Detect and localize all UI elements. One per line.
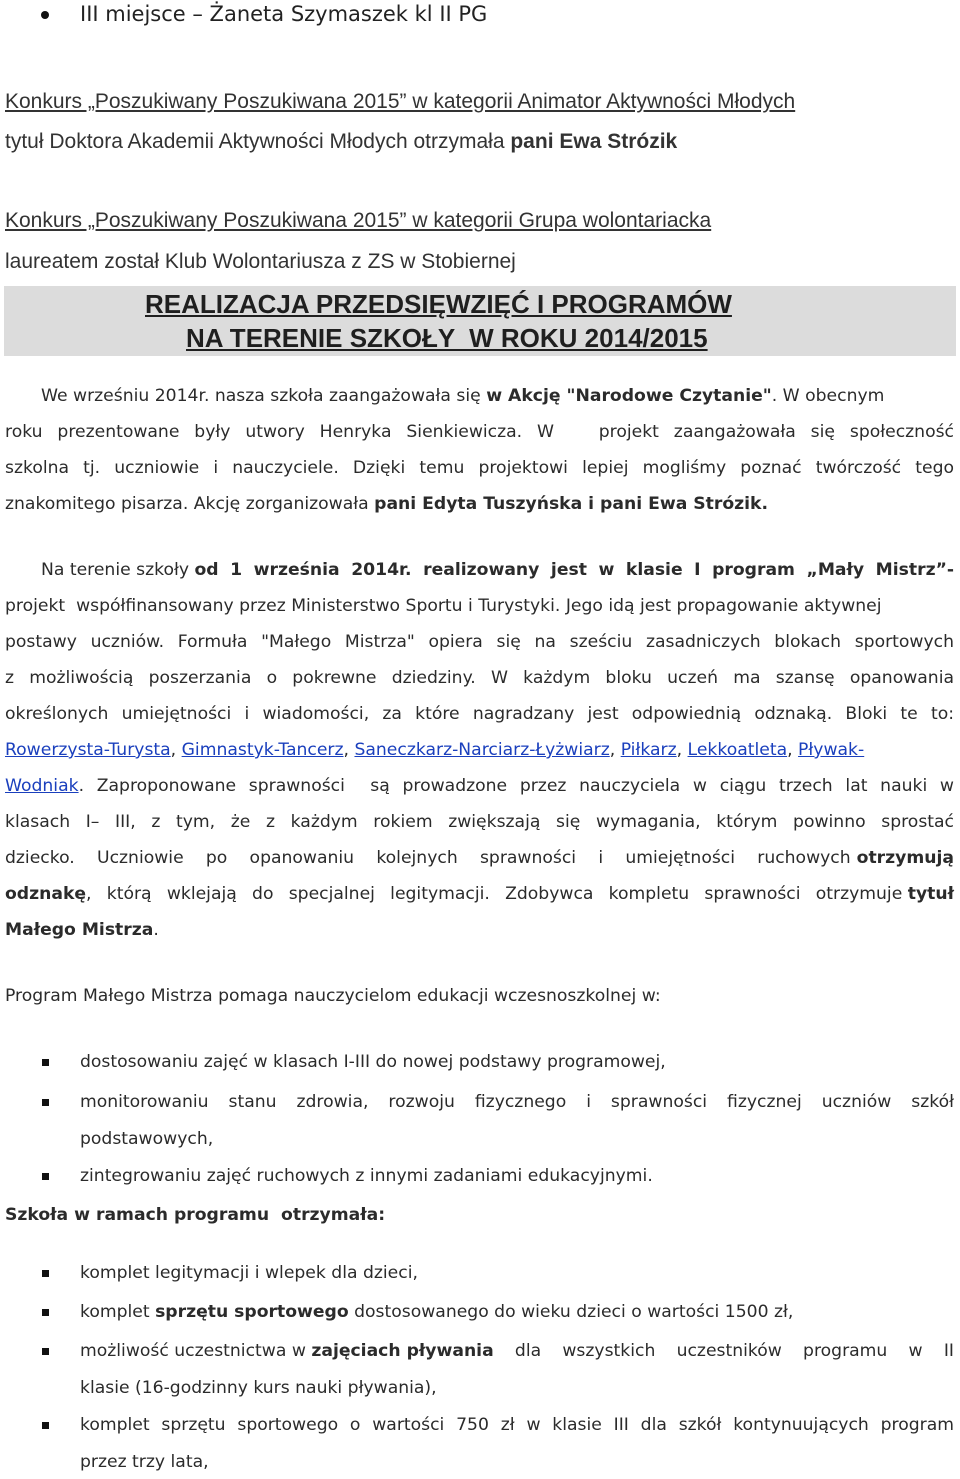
p2-line11 <box>5 920 954 940</box>
p2-line1-text: Na terenie szkoły <box>41 560 195 580</box>
p3-item-2: monitorowaniu stanu zdrowia, rozwoju fizycznego i sprawności fizycznej uczniów szkół <box>80 1092 954 1112</box>
p4-item-2-a: komplet <box>80 1302 156 1322</box>
link-plywak[interactable]: Pływak- <box>798 740 865 760</box>
p2-tytul: tytuł <box>907 884 954 904</box>
square-bullet-icon <box>42 1270 49 1277</box>
square-bullet-icon <box>42 1099 49 1106</box>
p4-item-2-c: dostosowanego do wieku dzieci o wartości 1500 zł, <box>348 1302 794 1322</box>
p2-otrzymuja: otrzymują <box>856 848 954 868</box>
section-title-line2: NA TERENIE SZKOŁY W ROKU 2014/2015 <box>186 323 708 353</box>
p4-item-3 <box>80 1341 954 1361</box>
p1-line3: szkolna tj. uczniowie i nauczyciele. Dzięki temu projektowi lepiej mogliśmy poznać twórczość tego <box>5 458 954 478</box>
sep: , <box>676 740 688 760</box>
link-saneczkarz[interactable]: Saneczkarz-Narciarz-Łyżwiarz <box>354 740 610 760</box>
square-bullet-icon <box>42 1422 49 1429</box>
p2-line7 <box>5 776 954 796</box>
p4-sprzet-sportowy: sprzętu sportowego <box>155 1302 349 1322</box>
p2-line8: klasach I– III, z tym, że z każdym rokiem zwiększają się wymagania, którym powinno sprostać <box>5 812 954 832</box>
award-place-text: III miejsce – Żaneta Szymaszek kl II PG <box>80 2 488 26</box>
p4-item-3-cont: klasie (16-godzinny kurs nauki pływania), <box>80 1378 437 1398</box>
p3-text: Program Małego Mistrza pomaga nauczycielom edukacji wczesnoszkolnej w: <box>5 986 661 1006</box>
contest2-text: laureatem został Klub Wolontariusza z ZS w Stobiernej <box>5 250 516 273</box>
p1-line4 <box>5 494 954 514</box>
p2-maly-mistrz: Małego Mistrza <box>5 920 154 940</box>
contest1-text-prefix: tytuł Doktora Akademii Aktywności Młodych otrzymała <box>5 130 511 153</box>
p4-zajecia-plywania: zajęciach pływania <box>311 1341 494 1361</box>
sep: , <box>787 740 799 760</box>
p1-narodowe-czytanie: w Akcję "Narodowe Czytanie" <box>486 386 772 406</box>
bullet-icon <box>41 11 49 19</box>
p2-line2-end: . Jego idą jest propagowanie aktywnej <box>554 596 882 616</box>
p1-line2: roku prezentowane były utwory Henryka Sienkiewicza. W projekt zaangażowała się społeczność <box>5 422 954 442</box>
section-title-line1: REALIZACJA PRZEDSIĘWZIĘĆ I PROGRAMÓW <box>145 289 732 319</box>
link-wodniak[interactable]: Wodniak <box>5 776 79 796</box>
square-bullet-icon <box>42 1309 49 1316</box>
p1-organizers: pani Edyta Tuszyńska i pani Ewa Strózik. <box>374 494 769 514</box>
sep: , <box>170 740 182 760</box>
p2-odznake: odznakę <box>5 884 87 904</box>
sep: , <box>609 740 621 760</box>
square-bullet-icon <box>42 1173 49 1180</box>
square-bullet-icon <box>42 1348 49 1355</box>
p4-item-3-c: dla wszystkich uczestników programu w II <box>493 1341 954 1361</box>
p4-item-2 <box>80 1302 793 1322</box>
link-rowerzysta-turysta[interactable]: Rowerzysta-Turysta <box>5 740 171 760</box>
p2-line5: określonych umiejętności i wiadomości, za które nagradzany jest odpowiednią odznaką. Bloki te to: <box>5 704 954 724</box>
p2-line10-text: , którą wklejają do specjalnej legitymacji. Zdobywca kompletu sprawności otrzymuje <box>86 884 908 904</box>
contest1-text <box>5 130 954 154</box>
p1-line1-end: . W obecnym <box>771 386 885 406</box>
link-gimnastyk-tancerz[interactable]: Gimnastyk-Tancerz <box>181 740 344 760</box>
contest2-heading: Konkurs „Poszukiwany Poszukiwana 2015” w kategorii Grupa wolontariacka <box>5 209 712 232</box>
contest1-winner: pani Ewa Strózik <box>510 130 678 153</box>
p2-line9-text: dziecko. Uczniowie po opanowaniu kolejnych sprawności i umiejętności ruchowych <box>5 848 851 868</box>
p2-line1 <box>41 560 954 580</box>
p3-item-1: dostosowaniu zajęć w klasach I-III do nowej podstawy programowej, <box>80 1052 666 1072</box>
p2-line6 <box>5 740 954 760</box>
p2-program-name: od 1 września 2014r. realizowany jest w klasie I program „Mały Mistrz”- <box>194 560 954 580</box>
p2-line11-end: . <box>153 920 159 940</box>
p4-item-3-a: możliwość uczestnictwa w <box>80 1341 312 1361</box>
p2-line7-text: . Zaproponowane sprawności są prowadzone przez nauczyciela w ciągu trzech lat nauki w <box>78 776 954 796</box>
link-pilkarz[interactable]: Piłkarz <box>620 740 677 760</box>
contest1-heading: Konkurs „Poszukiwany Poszukiwana 2015” w kategorii Animator Aktywności Młodych <box>5 90 796 113</box>
p4-item-4: komplet sprzętu sportowego o wartości 750 zł w klasie III dla szkół kontynuujących program <box>80 1415 954 1435</box>
p2-line2 <box>5 596 954 616</box>
p2-line9 <box>5 848 954 868</box>
link-lekkoatleta[interactable]: Lekkoatleta <box>687 740 788 760</box>
p2-cofinanced: projekt współfinansowany przez Ministerstwo Sportu i Turystyki <box>5 596 555 616</box>
p1-line4-text: znakomitego pisarza. Akcję zorganizowała <box>5 494 375 514</box>
p4-heading: Szkoła w ramach programu otrzymała: <box>5 1205 386 1225</box>
square-bullet-icon <box>42 1059 49 1066</box>
p2-line10 <box>5 884 954 904</box>
p3-item-3: zintegrowaniu zajęć ruchowych z innymi zadaniami edukacyjnymi. <box>80 1166 653 1186</box>
p1-line1-text: We wrześniu 2014r. nasza szkoła zaangażowała się <box>41 386 487 406</box>
p4-item-1: komplet legitymacji i wlepek dla dzieci, <box>80 1263 418 1283</box>
p2-line3: postawy uczniów. Formuła "Małego Mistrza" opiera się na sześciu zasadniczych blokach sportowych <box>5 632 954 652</box>
p2-line4: z możliwością poszerzania o pokrewne dziedziny. W każdym bloku uczeń ma szansę opanowania <box>5 668 954 688</box>
sep: , <box>343 740 355 760</box>
p4-item-4-cont: przez trzy lata, <box>80 1452 209 1472</box>
p1-line1 <box>41 386 954 406</box>
p3-item-2-cont: podstawowych, <box>80 1129 214 1149</box>
